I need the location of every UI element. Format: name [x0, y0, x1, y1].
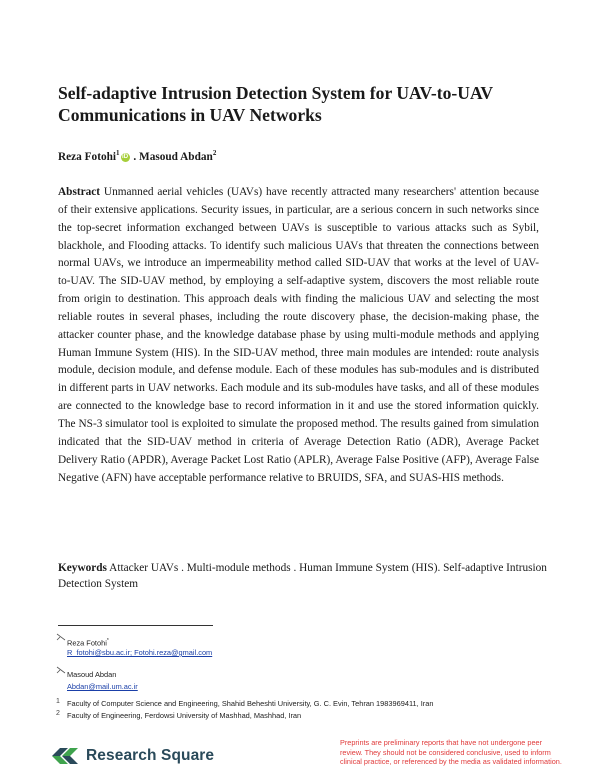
paper-title: Self-adaptive Intrusion Detection System for UAV-to-UAV Communications in UAV Networks	[58, 83, 493, 125]
author-separator: .	[130, 150, 140, 163]
contact-email-link[interactable]: Abdan@mail.um.ac.ir	[67, 682, 138, 691]
contact-name: Reza Fotohi	[67, 638, 107, 648]
envelope-icon	[56, 633, 66, 641]
keywords-label: Keywords	[58, 562, 107, 574]
footnote-divider	[58, 625, 213, 626]
keywords	[58, 560, 548, 592]
affiliation-number: 1	[56, 698, 60, 705]
author-affiliation-mark: 1	[116, 149, 120, 157]
footnote-contact-1	[67, 636, 109, 648]
research-square-icon	[50, 744, 80, 768]
footnote-contact-2-email	[67, 682, 138, 692]
corresponding-mark: *	[106, 638, 109, 644]
envelope-icon	[56, 666, 66, 674]
author-name: Reza Fotohi	[58, 150, 117, 163]
research-square-logo[interactable]	[50, 744, 214, 768]
brand-name: Research Square	[86, 747, 215, 764]
contact-email-link[interactable]: R_fotohi@sbu.ac.ir; Fotohi.reza@gmail.com	[67, 648, 213, 657]
affiliation-2: Faculty of Engineering, Ferdowsi University of Mashhad, Mashhad, Iran	[67, 711, 302, 720]
footnote-contact-2: Masoud Abdan	[67, 670, 117, 679]
preprint-notice: Preprints are preliminary reports that have not undergone peer review. They should not be considered conclusive, used to inform clinical practice, or referenced by the media as validated information.	[340, 738, 562, 766]
keywords-text: Attacker UAVs . Multi-module methods . Human Immune System (HIS). Self-adaptive Intrusion Detection System	[58, 562, 547, 590]
abstract-label: Abstract	[58, 186, 101, 198]
author-line	[58, 146, 216, 164]
affiliation-1: Faculty of Computer Science and Engineering, Shahid Beheshti University, G. C. Evin, Tehran 1983969411, Iran	[67, 699, 434, 708]
abstract	[58, 184, 539, 487]
author-affiliation-mark: 2	[212, 149, 217, 157]
orcid-icon[interactable]: iD	[122, 153, 129, 160]
affiliation-number: 2	[56, 710, 60, 717]
footnote-contact-1-email	[67, 648, 212, 658]
author-name: Masoud Abdan	[139, 150, 213, 163]
abstract-text: Unmanned aerial vehicles (UAVs) have recently attracted many researchers' attention because of their extensive applications. Security issues, in particular, are a serious concern in such networks since the top-secret information exchanged between UAVs is susceptible to various attacks such as Sybil, blackhole, and Flooding attacks. To identify such malicious UAVs that threaten the connections between normal UAVs, we introduce an impermeability method called SID-UAV that works at the level of UAV-to-UAV. The SID-UAV method, by employing a self-adaptive system, discovers the most reliable route from origin to destination. This approach deals with finding the malicious UAV and selecting the most reliable routes in several phases, including the route discovery phase, the decision-making phase, the attacker counter phase, and the knowledge database phase by using multi-module methods and applying Human Immune System (HIS). In the SID-UAV method, three main modules are intended: route analysis module, decision module, and defense module. Each of these modules has sub-modules and is distributed in different parts in UAV networks. Each module and its sub-modules have tasks, and all of these modules are connected to the knowledge base to record information in it and use the stored information quickly. The NS-3 simulator tool is exploited to simulate the proposed method. The results gained from simulation indicated that the SID-UAV method in criteria of Average Detection Ratio (ADR), Average Packet Delivery Ratio (APDR), Average Packet Lost Ratio (APLR), Average False Positive (AFP), Average False Negative (AFN) have acceptable performance relative to BRUIDS, SFA, and SUAS-HIS methods.	[58, 186, 539, 484]
